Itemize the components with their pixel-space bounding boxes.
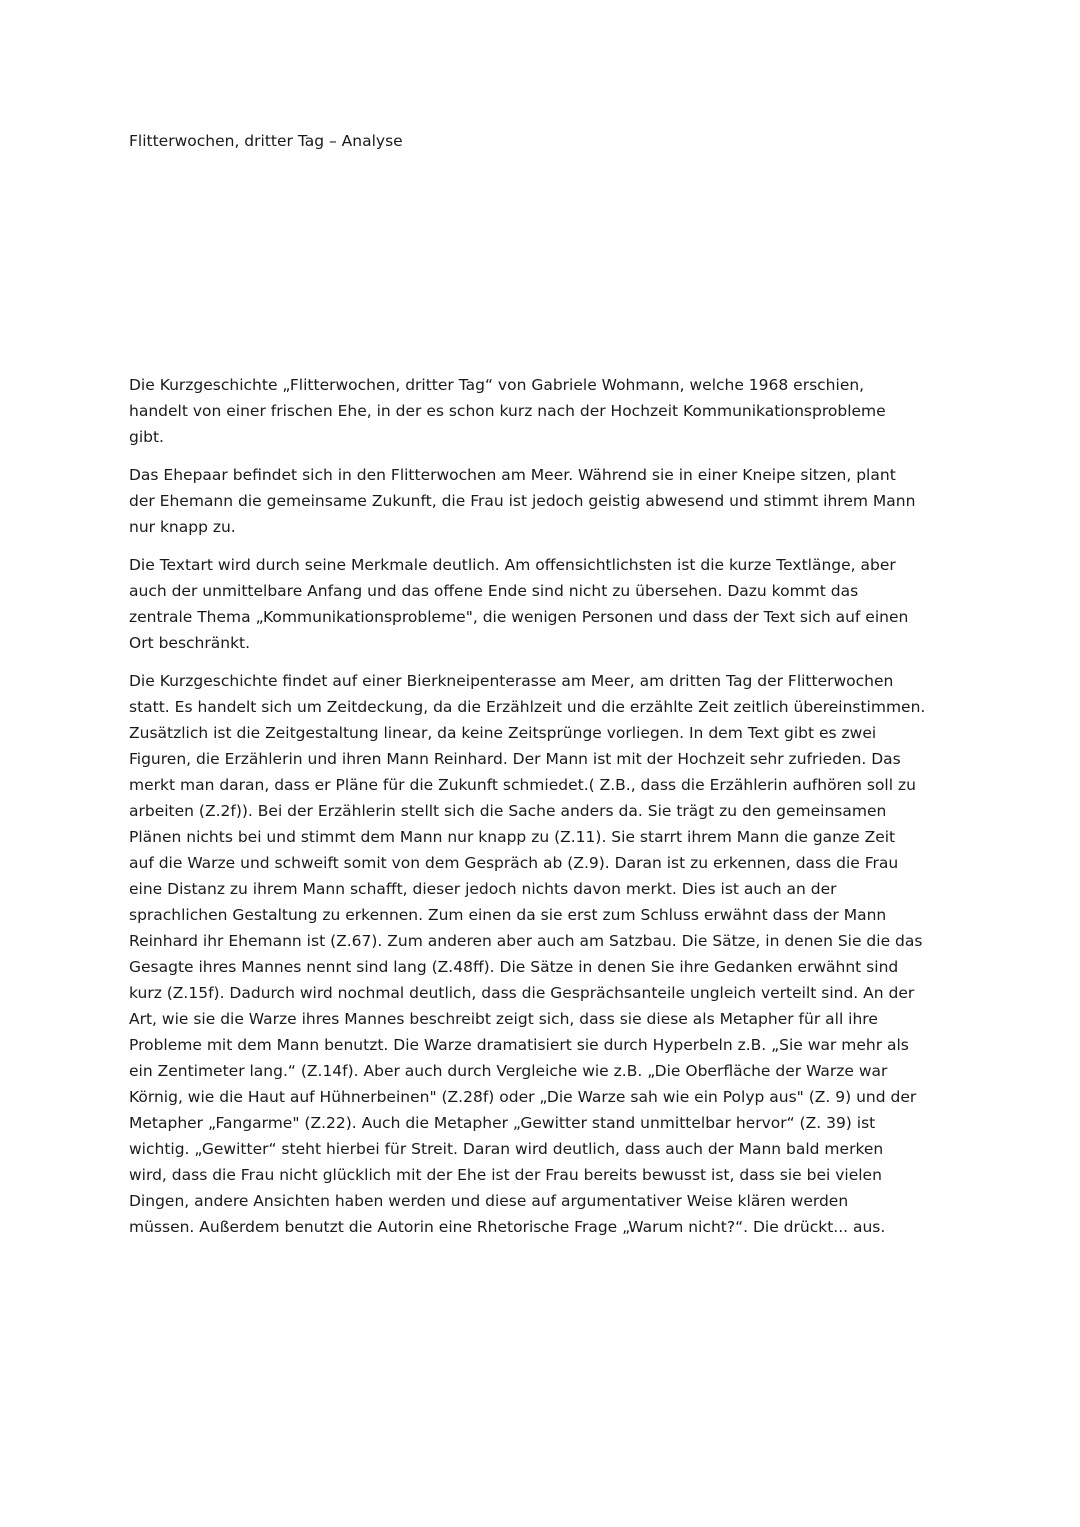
paragraph-intro xyxy=(129,372,955,450)
text-line: Zusätzlich ist die Zeitgestaltung linear, da keine Zeitsprünge vorliegen. In dem Text gibt es zwei xyxy=(129,724,877,742)
text-line: zentrale Thema „Kommunikationsprobleme", die wenigen Personen und dass der Text sich auf einen xyxy=(129,608,909,626)
text-line: Figuren, die Erzählerin und ihren Mann Reinhard. Der Mann ist mit der Hochzeit sehr zufrieden. Das xyxy=(129,750,901,768)
text-line: Ort beschränkt. xyxy=(129,634,251,652)
text-line: Die Kurzgeschichte „Flitterwochen, dritter Tag“ von Gabriele Wohmann, welche 1968 erschien, xyxy=(129,376,865,394)
document-body xyxy=(129,372,955,1252)
text-line: kurz (Z.15f). Dadurch wird nochmal deutlich, dass die Gesprächsanteile ungleich verteilt sind. An der xyxy=(129,984,915,1002)
text-line: wichtig. „Gewitter“ steht hierbei für Streit. Daran wird deutlich, dass auch der Mann bald merken xyxy=(129,1140,884,1158)
text-line: Das Ehepaar befindet sich in den Flitterwochen am Meer. Während sie in einer Kneipe sitzen, plant xyxy=(129,466,896,484)
text-line: müssen. Außerdem benutzt die Autorin eine Rhetorische Frage „Warum nicht?“. Die drückt... aus. xyxy=(129,1218,886,1236)
text-line: handelt von einer frischen Ehe, in der es schon kurz nach der Hochzeit Kommunikationsprobleme xyxy=(129,402,886,420)
text-line: arbeiten (Z.2f)). Bei der Erzählerin stellt sich die Sache anders da. Sie trägt zu den gemeinsamen xyxy=(129,802,887,820)
document-title: Flitterwochen, dritter Tag – Analyse xyxy=(129,132,403,150)
text-line: statt. Es handelt sich um Zeitdeckung, da die Erzählzeit und die erzählte Zeit zeitlich übereinstimmen. xyxy=(129,698,926,716)
text-line: auf die Warze und schweift somit von dem Gespräch ab (Z.9). Daran ist zu erkennen, dass die Frau xyxy=(129,854,899,872)
text-line: Die Kurzgeschichte findet auf einer Bierkneipenterasse am Meer, am dritten Tag der Flitterwochen xyxy=(129,672,894,690)
text-line: Probleme mit dem Mann benutzt. Die Warze dramatisiert sie durch Hyperbeln z.B. „Sie war mehr als xyxy=(129,1036,909,1054)
text-line: Gesagte ihres Mannes nennt sind lang (Z.48ff). Die Sätze in denen Sie ihre Gedanken erwähnt sind xyxy=(129,958,899,976)
text-line: merkt man daran, dass er Pläne für die Zukunft schmiedet.( Z.B., dass die Erzählerin aufhören soll zu xyxy=(129,776,916,794)
text-line: auch der unmittelbare Anfang und das offene Ende sind nicht zu übersehen. Dazu kommt das xyxy=(129,582,859,600)
paragraph-summary xyxy=(129,462,955,540)
text-line: Körnig, wie die Haut auf Hühnerbeinen" (Z.28f) oder „Die Warze sah wie ein Polyp aus" (Z. 9) und der xyxy=(129,1088,917,1106)
text-line: Die Textart wird durch seine Merkmale deutlich. Am offensichtlichsten ist die kurze Textlänge, aber xyxy=(129,556,896,574)
text-line: sprachlichen Gestaltung zu erkennen. Zum einen da sie erst zum Schluss erwähnt dass der Mann xyxy=(129,906,887,924)
text-line: nur knapp zu. xyxy=(129,518,236,536)
text-line: ein Zentimeter lang.“ (Z.14f). Aber auch durch Vergleiche wie z.B. „Die Oberfläche der Warze war xyxy=(129,1062,888,1080)
text-line: Metapher „Fangarme" (Z.22). Auch die Metapher „Gewitter stand unmittelbar hervor“ (Z. 39) ist xyxy=(129,1114,876,1132)
text-line: eine Distanz zu ihrem Mann schafft, dieser jedoch nichts davon merkt. Dies ist auch an der xyxy=(129,880,837,898)
text-line: Art, wie sie die Warze ihres Mannes beschreibt zeigt sich, dass sie diese als Metapher für all ihre xyxy=(129,1010,878,1028)
text-line: Plänen nichts bei und stimmt dem Mann nur knapp zu (Z.11). Sie starrt ihrem Mann die ganze Zeit xyxy=(129,828,896,846)
paragraph-analysis xyxy=(129,668,955,1240)
text-line: der Ehemann die gemeinsame Zukunft, die Frau ist jedoch geistig abwesend und stimmt ihrem Mann xyxy=(129,492,916,510)
text-line: wird, dass die Frau nicht glücklich mit der Ehe ist der Frau bereits bewusst ist, dass sie bei vielen xyxy=(129,1166,882,1184)
text-line: gibt. xyxy=(129,428,164,446)
paragraph-text-type xyxy=(129,552,955,656)
text-line: Reinhard ihr Ehemann ist (Z.67). Zum anderen aber auch am Satzbau. Die Sätze, in denen Sie die das xyxy=(129,932,923,950)
text-line: Dingen, andere Ansichten haben werden und diese auf argumentativer Weise klären werden xyxy=(129,1192,849,1210)
